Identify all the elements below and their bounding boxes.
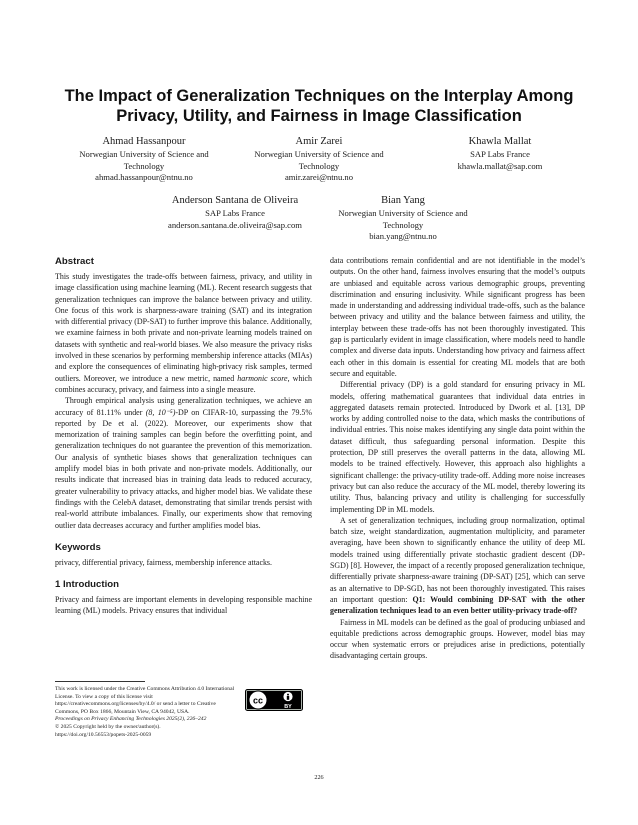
copyright-text: © 2025 Copyright held by the owner/author(s). xyxy=(55,723,161,730)
author-affiliation: Norwegian University of Science and xyxy=(254,149,384,159)
author-block xyxy=(236,135,402,184)
abstract-paragraph: Through empirical analysis using generalization techniques, we achieve an accuracy of 81.11% under (8, 10⁻⁵)-DP on CIFAR-10, surpassing the 79.5% reported by De et al. (2022). Moreover, our experiments show that memorization of training samples can begin before the overfitting point, and generalization techniques do not guarantee the prevention of this memorization. Our analysis of synthetic biases shows that generalization techniques can amplify model bias in both private and non-private models. Additionally, our results indicate that increased bias in training data leads to reduced accuracy, greater vulnerability to privacy attacks, and higher model bias. We validate these findings with the CelebA dataset, demonstrating that similar trends persist with real-world attribute imbalances. Finally, our experiments show that removing outlier data decreases accuracy and further amplifies model bias. xyxy=(55,396,312,530)
author-block xyxy=(60,135,228,184)
cc-by-license-icon[interactable] xyxy=(245,689,303,711)
dp-epsilon-delta: (8, 10⁻⁵) xyxy=(145,407,176,417)
author-affiliation: Norwegian University of Science and xyxy=(338,208,468,218)
keywords-text: privacy, differential privacy, fairness, membership inference attacks. xyxy=(55,557,273,567)
left-column xyxy=(55,255,312,617)
author-name: Bian Yang xyxy=(381,195,425,206)
page-number: 226 xyxy=(314,774,324,781)
paper-title xyxy=(40,86,598,126)
venue-text: Proceedings on Privacy Enhancing Technologies 2025(2), 226–242 xyxy=(55,716,207,723)
author-affiliation: Norwegian University of Science and xyxy=(79,149,209,159)
author-affiliation: Technology xyxy=(123,160,165,171)
author-name: Anderson Santana de Oliveira xyxy=(171,195,299,206)
intro-paragraph: A set of generalization techniques, including group normalization, optimal batch size, weight standardization, augmentation multiplicity, and parameter averaging, have been shown to significantly enhance the utility of deep ML models trained using differentially private stochastic gradient descent (DP-SGD) [8]. However, the impact of a recently proposed generalization technique, differentially private sharpness-aware training (DP-SAT) [25], which can serve as an alternative to DP-SGD, has not been thoroughly investigated. This raises an important question: Q1: Would combining DP-SAT with the other generalization techniques lead to an even better utility-privacy trade-off? xyxy=(330,515,585,616)
author-affiliation: SAP Labs France xyxy=(470,149,530,159)
harmonic-score-term: harmonic score xyxy=(237,373,288,383)
author-affiliation: Technology xyxy=(298,160,340,171)
introduction-heading: 1 Introduction xyxy=(55,579,119,591)
intro-paragraph: data contributions remain confidential and are not identifiable in the model’s outputs. On the other hand, fairness involves ensuring that the model’s outputs are unbiased and equitable across various demographic groups, preventing discrimination and ensuring inclusivity. While significant progress has been made in understanding and addressing individual trade-offs, such as the balance between privacy and utility and the balance between fairness and utility, the interplay between these trade-offs has not been thoroughly investigated. This gap is particularly evident in image classification, where models need to handle complex and diverse data inputs. Understanding how privacy and fairness affect each other in this domain is essential for creating ML models that are both secure and equitable. xyxy=(330,256,585,378)
abstract-paragraph: This study investigates the trade-offs between fairness, privacy, and utility in image classification using machine learning (ML). Recent research suggests that generalization techniques can improve the balance between privacy and utility. One focus of this work is sharpness-aware training (SAT) and its integration with differential privacy (DP-SAT) to further improve this balance. Additionally, we examine fairness in both private and non-private learning models trained on datasets with synthetic and real-world biases. We also measure the privacy risks involved in these scenarios by performing membership inference attacks (MIAs) and explore the consequences of eliminating high-privacy risk samples, termed outliers. Moreover, we introduce a new metric, named harmonic score, which combines accuracy, privacy, and fairness into a single measure. xyxy=(55,272,312,394)
author-email[interactable]: khawla.mallat@sap.com xyxy=(457,160,543,171)
author-email[interactable]: ahmad.hassanpour@ntnu.no xyxy=(95,172,193,183)
license-text: This work is licensed under the Creative Commons Attribution 4.0 International License. To view a copy of this license visit https://creativecommons.org/licenses/by/4.0/ or send a letter to Creative Commons, PO Box 1866, Mountain View, CA 94042, USA. xyxy=(55,686,235,715)
author-email[interactable]: amir.zarei@ntnu.no xyxy=(284,172,354,183)
doi-link[interactable]: https://doi.org/10.56553/popets-2025-0059 xyxy=(55,731,152,738)
author-name: Amir Zarei xyxy=(295,136,343,147)
author-block xyxy=(140,194,330,231)
author-block xyxy=(320,194,486,243)
author-block xyxy=(418,135,582,172)
abstract-heading: Abstract xyxy=(55,256,94,267)
title-line-2: Privacy, Utility, and Fairness in Image Classification xyxy=(116,107,522,125)
author-name: Ahmad Hassanpour xyxy=(102,136,186,147)
author-name: Khawla Mallat xyxy=(468,136,532,147)
author-email[interactable]: anderson.santana.de.oliveira@sap.com xyxy=(168,219,302,230)
research-question-q1: Q1: Would combining DP-SAT with the other generalization techniques lead to an even better utility-privacy trade-off? xyxy=(330,594,585,616)
author-email[interactable]: bian.yang@ntnu.no xyxy=(369,231,437,242)
title-line-1: The Impact of Generalization Techniques on the Interplay Among xyxy=(64,87,574,105)
intro-paragraph: Differential privacy (DP) is a gold standard for ensuring privacy in ML models, offering mathematical guarantees that individual data entries in aggregated datasets remain protected. Introduced by Dwork et al. [13], DP works by adding controlled noise to the data, which masks the contributions of individual entries. This noise makes identifying any single data point within the dataset difficult, thus safeguarding personal information. Despite this protection, DP still preserves the overall patterns in the data, allowing ML models to be trained effectively. However, this approach also highlights a significant challenge: the privacy-utility trade-off. Adding more noise increases privacy but can also reduce the accuracy of the ML model, thereby lowering its utility. Thus, balancing privacy and utility is challenging for successfully implementing DP in ML models. xyxy=(330,380,585,514)
author-affiliation: SAP Labs France xyxy=(205,208,265,218)
intro-paragraph: Privacy and fairness are important elements in developing responsible machine learning (ML) models. Privacy ensures that individual xyxy=(55,595,312,616)
keywords-heading: Keywords xyxy=(55,541,101,553)
cc-label: cc xyxy=(252,695,264,706)
right-column xyxy=(330,255,585,662)
intro-paragraph: Fairness in ML models can be defined as the goal of producing unbiased and equitable predictions across demographic groups. However, model bias may occur when systematic errors or prejudices arise in predictions, potentially disadvantaging certain groups. xyxy=(330,617,585,661)
footnote-rule xyxy=(55,681,145,682)
by-label: BY xyxy=(284,704,292,710)
author-affiliation: Technology xyxy=(382,219,424,230)
